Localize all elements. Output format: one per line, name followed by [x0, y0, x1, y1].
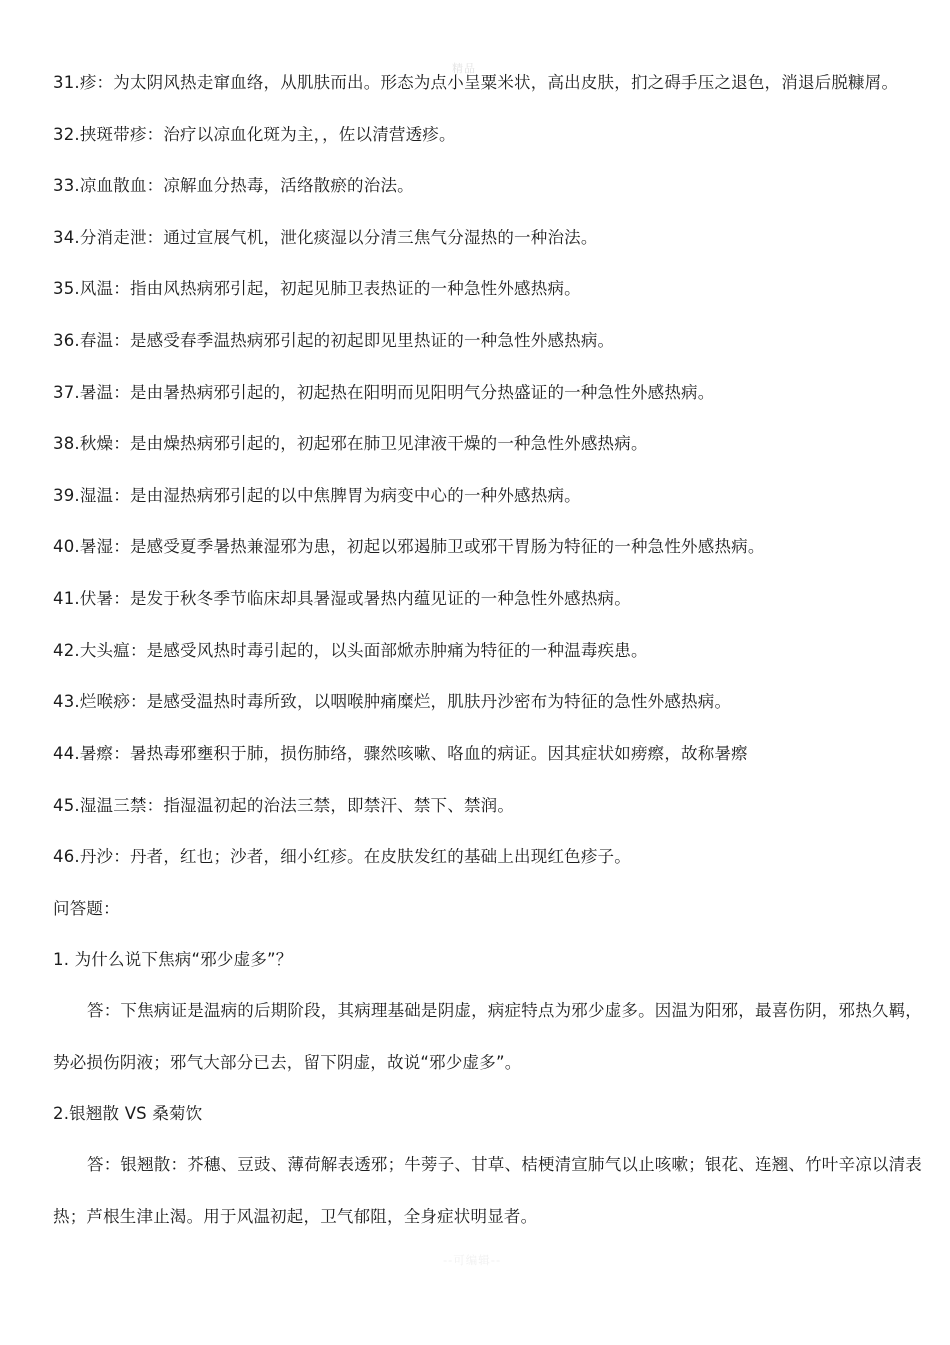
term-entry: 46.丹沙：丹者，红也；沙者，细小红疹。在皮肤发红的基础上出现红色疹子。: [53, 847, 631, 867]
term-entry: 34.分消走泄：通过宣展气机，泄化痰湿以分清三焦气分湿热的一种治法。: [53, 227, 598, 247]
term-entry: 32.挟斑带疹：治疗以凉血化斑为主，，佐以清营透疹。: [53, 124, 456, 144]
term-entry: 41.伏暑：是发于秋冬季节临床却具暑湿或暑热内蕴见证的一种急性外感热病。: [53, 589, 631, 609]
term-entry: 36.春温：是感受春季温热病邪引起的初起即见里热证的一种急性外感热病。: [53, 331, 615, 351]
term-entry: 43.烂喉痧：是感受温热时毒所致，以咽喉肿痛糜烂，肌肤丹沙密布为特征的急性外感热病。: [53, 692, 732, 712]
term-entry: 35.风温：指由风热病邪引起，初起见肺卫表热证的一种急性外感热病。: [53, 279, 581, 299]
term-entry: 31.疹：为太阴风热走窜血络，从肌肤而出。形态为点小呈粟米状，高出皮肤，扪之碍手压之退色，消退后脱糠屑。: [53, 73, 899, 92]
term-entry: 42.大头瘟：是感受风热时毒引起的，以头面部焮赤肿痛为特征的一种温毒疾患。: [53, 640, 648, 660]
term-entry: 33.凉血散血：凉解血分热毒，活络散瘀的治法。: [53, 176, 414, 196]
document-body: [53, 72, 922, 1258]
qa-section-heading: 问答题：: [53, 898, 120, 918]
watermark-top: 精品: [452, 62, 476, 75]
term-entry: 45.湿温三禁：指湿温初起的治法三禁，即禁汗、禁下、禁润。: [53, 795, 515, 815]
term-entry: 37.暑温：是由暑热病邪引起的，初起热在阳明而见阳明气分热盛证的一种急性外感热病。: [53, 382, 715, 402]
answer-1-line-2: 势必损伤阴液；邪气大部分已去，留下阴虚，故说“邪少虚多”。: [53, 1052, 522, 1072]
term-entry: 38.秋燥：是由燥热病邪引起的，初起邪在肺卫见津液干燥的一种急性外感热病。: [53, 434, 648, 454]
question-2: 2.银翘散 VS 桑菊饮: [53, 1104, 203, 1124]
watermark-bottom: --可编辑--: [443, 1253, 502, 1267]
term-entry: 39.湿温：是由湿热病邪引起的以中焦脾胃为病变中心的一种外感热病。: [53, 485, 581, 505]
term-entry: 44.暑瘵：暑热毒邪壅积于肺，损伤肺络，骤然咳嗽、咯血的病证。因其症状如痨瘵，故称暑瘵: [53, 743, 748, 763]
answer-2-line-2: 热；芦根生津止渴。用于风温初起，卫气郁阻，全身症状明显者。: [53, 1206, 538, 1226]
question-1: 1. 为什么说下焦病“邪少虚多”？: [53, 949, 293, 969]
answer-1-line-1: 答：下焦病证是温病的后期阶段，其病理基础是阴虚，病症特点为邪少虚多。因温为阳邪，最喜伤阴，邪热久羁，: [87, 1000, 922, 1020]
term-entry: 40.暑湿：是感受夏季暑热兼湿邪为患，初起以邪遏肺卫或邪干胃肠为特征的一种急性外感热病。: [53, 537, 765, 557]
answer-2-line-1: 答：银翘散：芥穗、豆豉、薄荷解表透邪；牛蒡子、甘草、桔梗清宣肺气以止咳嗽；银花、连翘、竹叶辛凉以清表: [87, 1155, 922, 1175]
